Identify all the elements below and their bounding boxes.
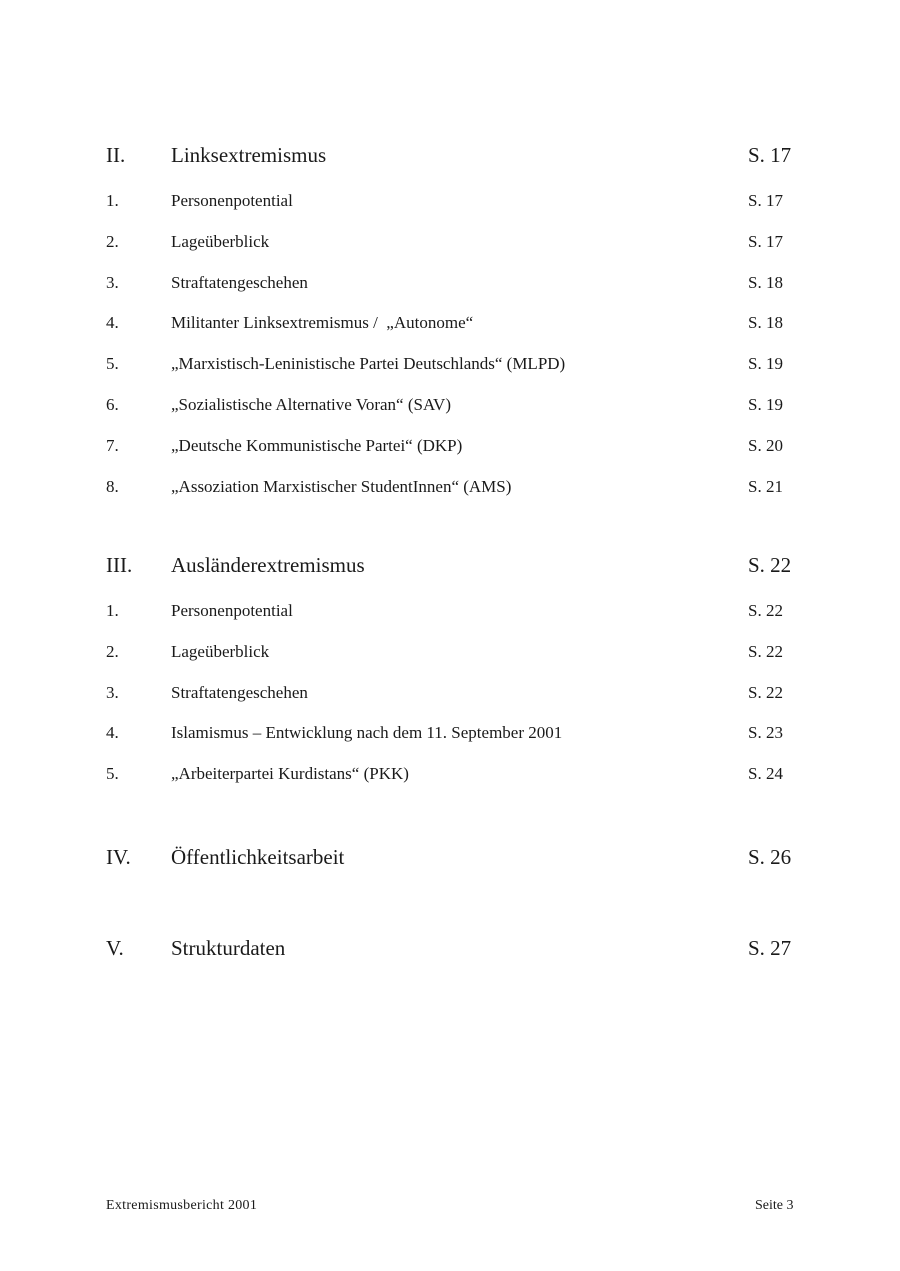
toc-item <box>0 637 900 667</box>
item-number: 4. <box>106 313 119 332</box>
item-number: 3. <box>106 683 119 702</box>
item-page: S. 23 <box>748 723 783 742</box>
item-page: S. 18 <box>748 273 783 292</box>
section-title: Linksextremismus <box>171 143 327 167</box>
item-title: Personenpotential <box>171 191 293 210</box>
item-title: „Assoziation Marxistischer StudentInnen“ (AMS) <box>171 477 512 496</box>
item-page: S. 22 <box>748 683 783 702</box>
toc-item <box>0 268 900 298</box>
item-title: Lageüberblick <box>171 642 270 661</box>
section-page: S. 22 <box>748 553 792 577</box>
item-number: 3. <box>106 273 119 292</box>
toc-item <box>0 390 900 420</box>
footer-page-number: Seite 3 <box>755 1198 794 1213</box>
item-title: „Arbeiterpartei Kurdistans“ (PKK) <box>171 764 409 783</box>
item-title: Militanter Linksextremismus / „Autonome“ <box>171 313 474 332</box>
toc-item <box>0 349 900 379</box>
item-title: „Deutsche Kommunistische Partei“ (DKP) <box>171 436 463 455</box>
footer-report-title: Extremismusbericht 2001 <box>106 1198 258 1213</box>
item-title: Personenpotential <box>171 601 293 620</box>
toc-item <box>0 759 900 789</box>
item-number: 5. <box>106 764 119 783</box>
item-page: S. 19 <box>748 354 783 373</box>
item-number: 8. <box>106 477 119 496</box>
item-title: „Marxistisch-Leninistische Partei Deutschlands“ (MLPD) <box>171 354 566 373</box>
item-number: 2. <box>106 642 119 661</box>
page-footer <box>0 1194 900 1218</box>
section-number: III. <box>106 553 133 577</box>
item-page: S. 22 <box>748 642 783 661</box>
item-page: S. 24 <box>748 764 783 783</box>
section-page: S. 17 <box>748 143 792 167</box>
toc-item <box>0 227 900 257</box>
item-page: S. 21 <box>748 477 783 496</box>
section-number: II. <box>106 143 126 167</box>
item-number: 5. <box>106 354 119 373</box>
item-title: Straftatengeschehen <box>171 273 308 292</box>
toc-section-v <box>0 933 900 963</box>
item-title: Lageüberblick <box>171 232 270 251</box>
toc-section-iv <box>0 842 900 872</box>
section-title: Strukturdaten <box>171 936 286 960</box>
item-number: 2. <box>106 232 119 251</box>
toc-section-iii <box>0 550 900 580</box>
item-page: S. 22 <box>748 601 783 620</box>
toc-item <box>0 431 900 461</box>
item-title: Straftatengeschehen <box>171 683 308 702</box>
item-page: S. 20 <box>748 436 783 455</box>
toc-item <box>0 186 900 216</box>
section-title: Öffentlichkeitsarbeit <box>171 845 345 869</box>
section-page: S. 26 <box>748 845 792 869</box>
item-number: 6. <box>106 395 119 414</box>
toc-item <box>0 472 900 502</box>
item-number: 1. <box>106 601 119 620</box>
toc-item <box>0 678 900 708</box>
toc-section-ii <box>0 140 900 170</box>
section-number: V. <box>106 936 124 960</box>
item-title: „Sozialistische Alternative Voran“ (SAV) <box>171 395 451 414</box>
item-number: 4. <box>106 723 119 742</box>
item-title: Islamismus – Entwicklung nach dem 11. September 2001 <box>171 723 563 742</box>
item-number: 7. <box>106 436 119 455</box>
item-page: S. 17 <box>748 232 783 251</box>
item-page: S. 18 <box>748 313 783 332</box>
item-page: S. 17 <box>748 191 783 210</box>
section-title: Ausländerextremismus <box>171 553 365 577</box>
toc-item <box>0 596 900 626</box>
section-page: S. 27 <box>748 936 792 960</box>
toc-item <box>0 718 900 748</box>
toc-item <box>0 308 900 338</box>
item-page: S. 19 <box>748 395 783 414</box>
section-number: IV. <box>106 845 131 869</box>
item-number: 1. <box>106 191 119 210</box>
